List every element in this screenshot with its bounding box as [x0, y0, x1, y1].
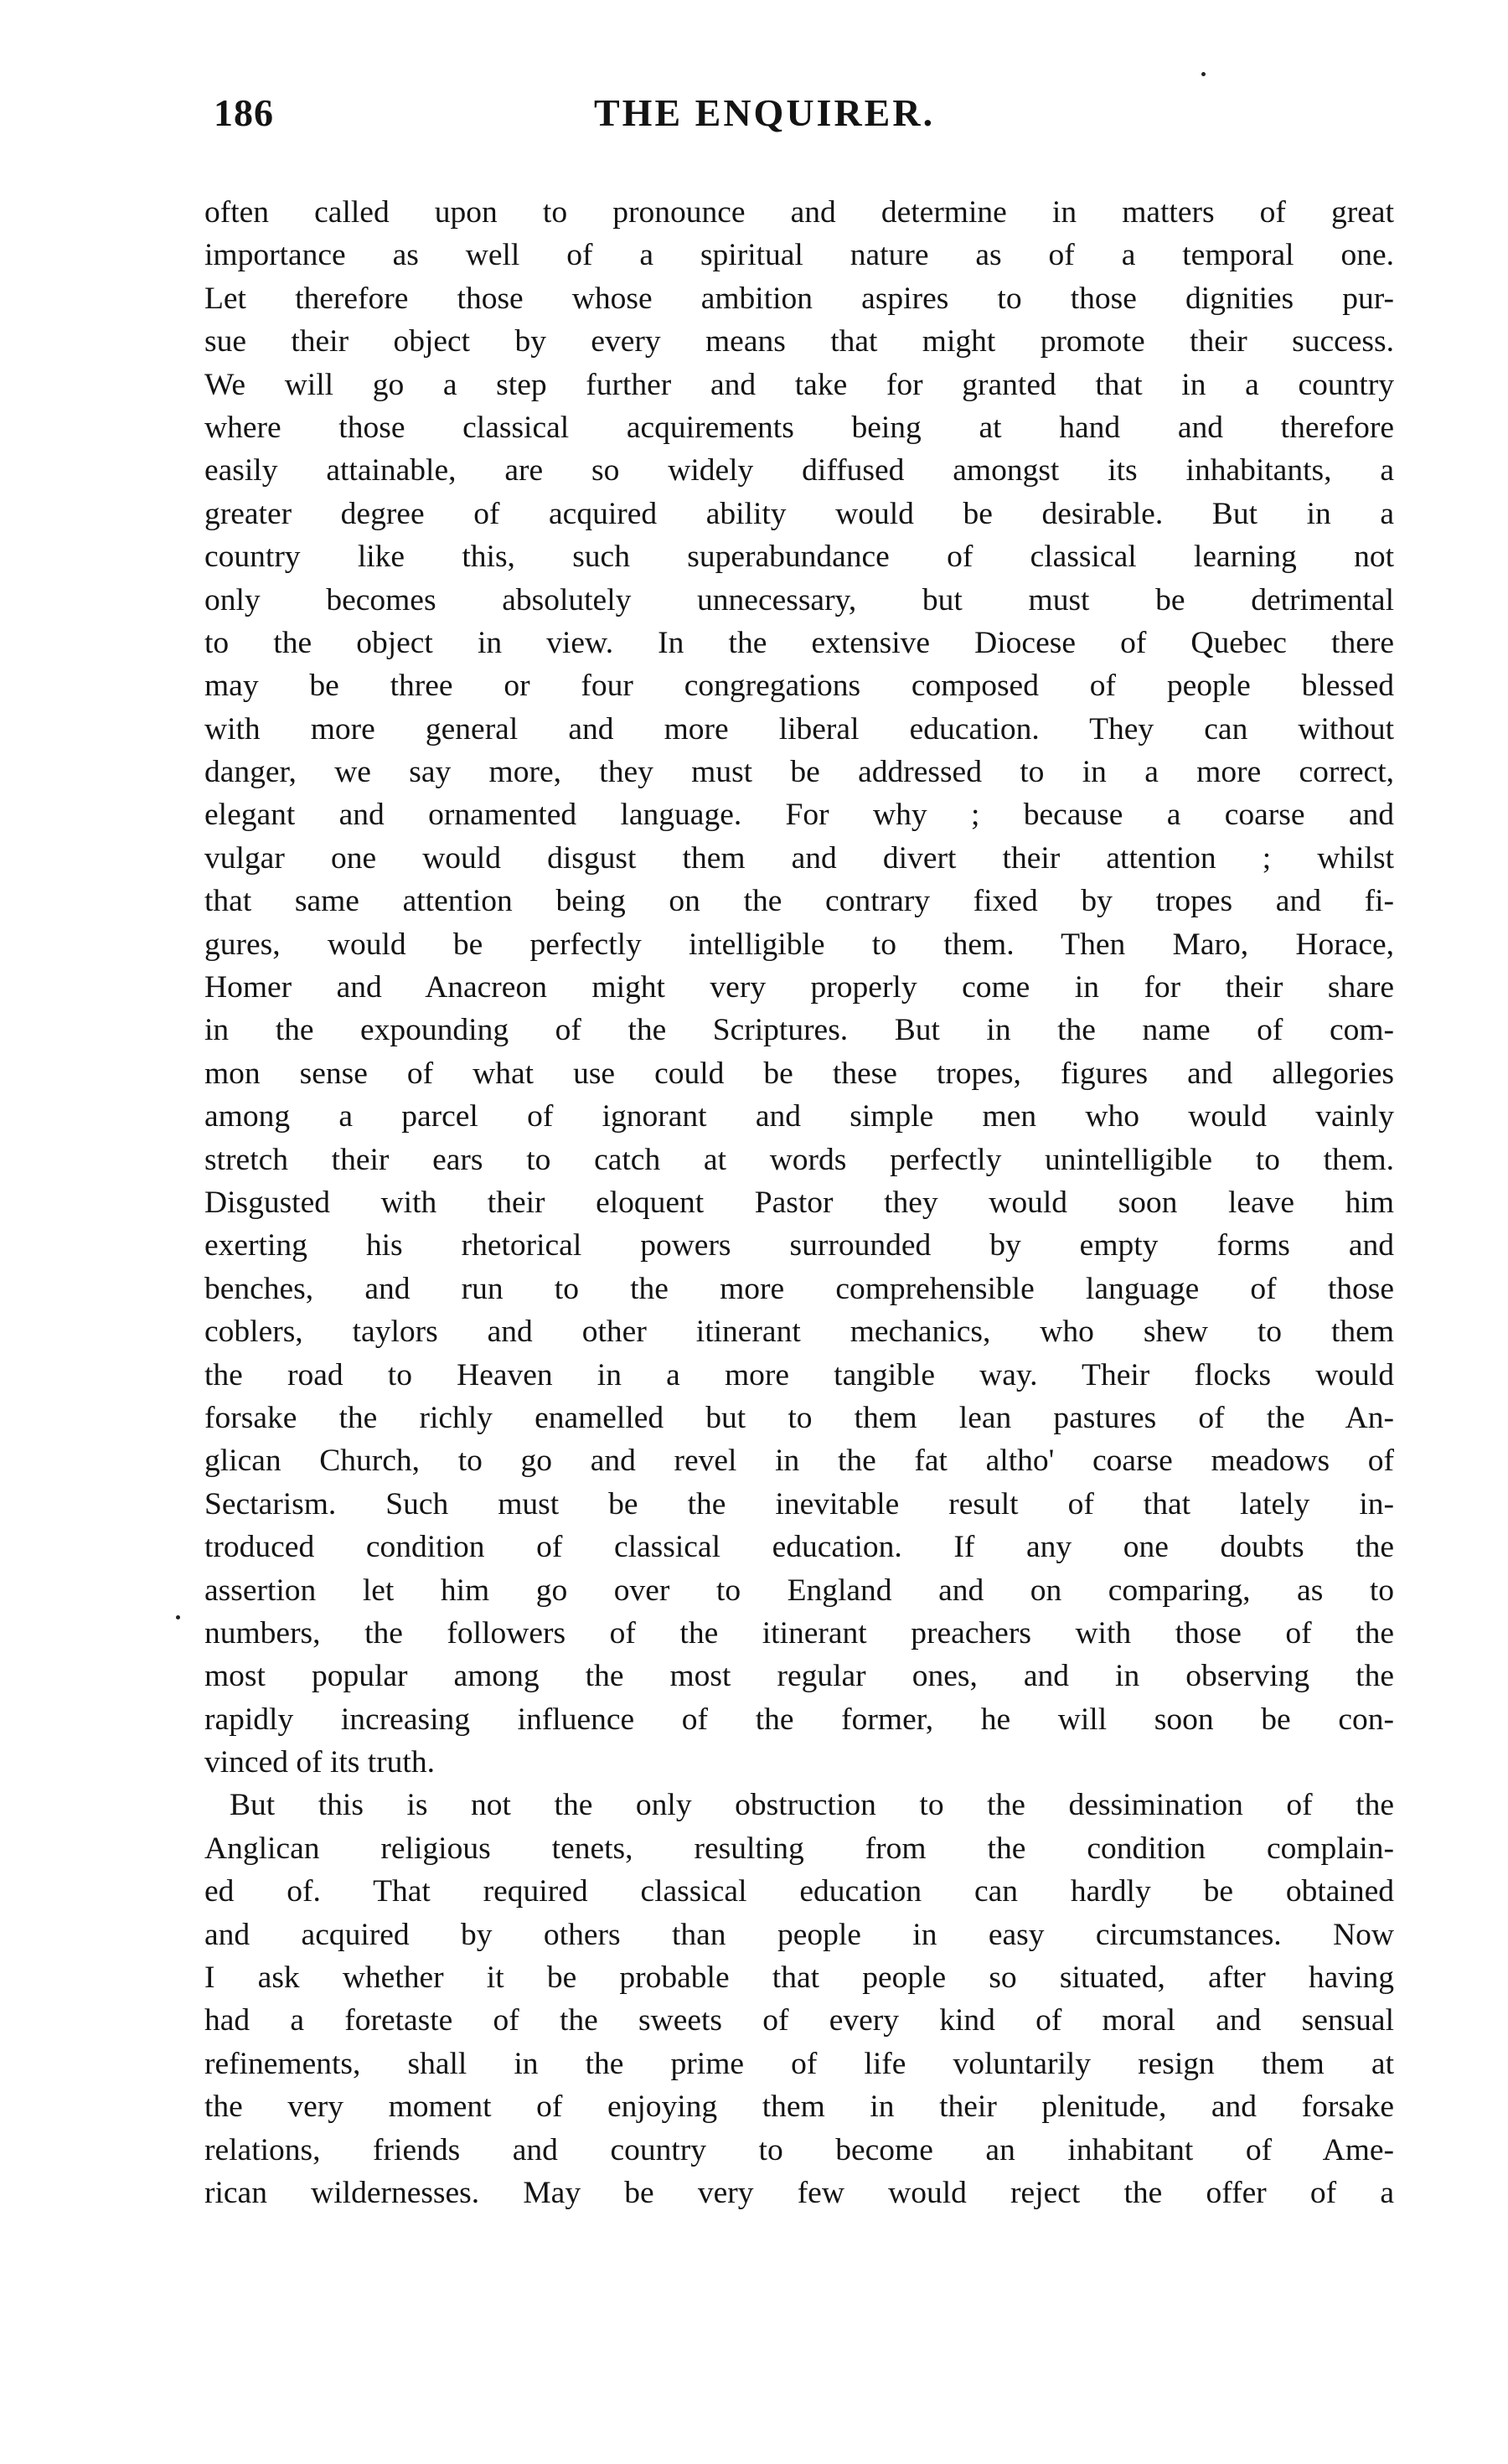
- text-line: elegant and ornamented language. For why ; because a coarse and: [204, 798, 1394, 833]
- text-line: the very moment of enjoying them in their plenitude, and forsake: [204, 2089, 1394, 2125]
- text-line: assertion let him go over to England and on comparing, as to: [204, 1573, 1394, 1608]
- text-line: We will go a step further and take for granted that in a country: [204, 367, 1394, 402]
- text-line: vulgar one would disgust them and divert their attention ; whilst: [204, 840, 1394, 876]
- text-line: with more general and more liberal education. They can without: [204, 711, 1394, 746]
- text-line: exerting his rhetorical powers surrounded by empty forms and: [204, 1228, 1394, 1263]
- running-title: THE ENQUIRER.: [594, 91, 936, 134]
- text-line: Disgusted with their eloquent Pastor they would soon leave him: [204, 1185, 1394, 1220]
- text-line: greater degree of acquired ability would be desirable. But in a: [204, 496, 1394, 531]
- text-line: importance as well of a spiritual nature as of a temporal one.: [204, 238, 1394, 273]
- text-line: I ask whether it be probable that people so situated, after having: [204, 1960, 1394, 1996]
- text-line: where those classical acquirements being at hand and therefore: [204, 410, 1394, 445]
- text-line: Let therefore those whose ambition aspires to those dignities pur-: [204, 281, 1394, 316]
- text-line: refinements, shall in the prime of life voluntarily resign them at: [204, 2046, 1394, 2081]
- page-number: 186: [214, 91, 274, 134]
- text-line: and acquired by others than people in easy circumstances. Now: [204, 1917, 1394, 1952]
- paragraph-end-line: vinced of its truth.: [204, 1745, 435, 1780]
- text-line: to the object in view. In the extensive Diocese of Quebec there: [204, 625, 1394, 660]
- text-line: rapidly increasing influence of the former, he will soon be con-: [204, 1702, 1394, 1737]
- text-line: country like this, such superabundance of classical learning not: [204, 540, 1394, 575]
- text-line: Sectarism. Such must be the inevitable result of that lately in-: [204, 1486, 1394, 1521]
- text-line: may be three or four congregations composed of people blessed: [204, 669, 1394, 704]
- text-line: sue their object by every means that might promote their success.: [204, 324, 1394, 359]
- text-line: ed of. That required classical education can hardly be obtained: [204, 1874, 1394, 1909]
- text-line: benches, and run to the more comprehensible language of those: [204, 1271, 1394, 1306]
- ink-speck: [176, 1615, 180, 1619]
- page-header: [214, 90, 1428, 141]
- text-line: Homer and Anacreon might very properly come in for their share: [204, 970, 1394, 1005]
- text-line: among a parcel of ignorant and simple men who would vainly: [204, 1099, 1394, 1134]
- text-line: glican Church, to go and revel in the fat altho' coarse meadows of: [204, 1444, 1394, 1479]
- text-line: in the expounding of the Scriptures. But in the name of com-: [204, 1013, 1394, 1048]
- text-line: stretch their ears to catch at words perfectly unintelligible to them.: [204, 1142, 1394, 1177]
- text-line: mon sense of what use could be these tropes, figures and allegories: [204, 1056, 1394, 1091]
- text-line: most popular among the most regular ones, and in observing the: [204, 1659, 1394, 1694]
- text-line: that same attention being on the contrary fixed by tropes and fi-: [204, 884, 1394, 919]
- text-line: only becomes absolutely unnecessary, but must be detrimental: [204, 582, 1394, 617]
- text-line: the road to Heaven in a more tangible way. Their flocks would: [204, 1357, 1394, 1392]
- text-line: coblers, taylors and other itinerant mechanics, who shew to them: [204, 1315, 1394, 1350]
- text-line: rican wildernesses. May be very few would reject the offer of a: [204, 2175, 1394, 2210]
- text-line: often called upon to pronounce and determine in matters of great: [204, 195, 1394, 230]
- text-line: danger, we say more, they must be addressed to in a more correct,: [204, 755, 1394, 790]
- body-text: [204, 191, 1394, 2214]
- text-line: troduced condition of classical education. If any one doubts the: [204, 1530, 1394, 1565]
- text-line: relations, friends and country to become an inhabitant of Ame-: [204, 2132, 1394, 2167]
- text-line: had a foretaste of the sweets of every kind of moral and sensual: [204, 2003, 1394, 2038]
- text-line: gures, would be perfectly intelligible to them. Then Maro, Horace,: [204, 927, 1394, 962]
- text-line: Anglican religious tenets, resulting from the condition complain-: [204, 1831, 1394, 1866]
- ink-speck: [1201, 72, 1206, 76]
- paragraph-start-line: But this is not the only obstruction to the dessimination of the: [230, 1788, 1394, 1823]
- text-line: numbers, the followers of the itinerant preachers with those of the: [204, 1615, 1394, 1650]
- text-line: forsake the richly enamelled but to them lean pastures of the An-: [204, 1400, 1394, 1435]
- text-line: easily attainable, are so widely diffused amongst its inhabitants, a: [204, 453, 1394, 488]
